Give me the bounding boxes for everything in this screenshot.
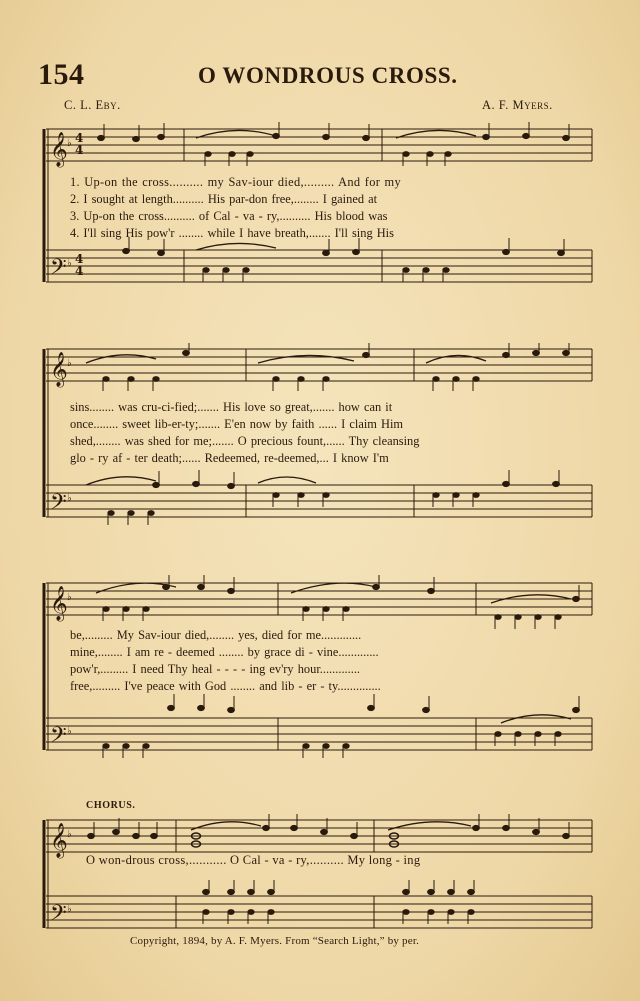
svg-text:𝄞: 𝄞 (50, 586, 68, 621)
chorus-lyric-line: O won-drous cross,........... O Cal - va - ry,.......... My long - ing (86, 853, 421, 867)
verse-line: 3. Up-on the cross.......... of Cal - va - ry,.......... His blood was (70, 209, 388, 223)
verse-line: 4. I'll sing His pow'r ........ while I have breath,....... I'll sing His (70, 226, 394, 240)
svg-text:𝄢: 𝄢 (50, 901, 67, 930)
music-system-1 (36, 118, 596, 308)
verse-line: mine,........ I am re - deemed ........ by grace di - vine............. (70, 645, 379, 659)
svg-text:𝄢: 𝄢 (50, 255, 67, 285)
svg-text:4: 4 (75, 143, 84, 157)
lyrics-system-3 (70, 627, 616, 695)
svg-text:𝄞: 𝄞 (50, 823, 68, 858)
verse-line: 2. I sought at length.......... His par-don free,........ I gained at (70, 192, 378, 206)
page-number: 154 (38, 58, 85, 91)
svg-text:♭: ♭ (67, 904, 72, 915)
verse-line: free,......... I've peace with God ........ and lib - er - ty.............. (70, 679, 381, 693)
svg-text:4: 4 (75, 264, 84, 278)
svg-text:♭: ♭ (67, 258, 72, 269)
music-system-3 (36, 573, 596, 773)
svg-text:♭: ♭ (67, 138, 72, 149)
music-system-2 (36, 343, 596, 533)
lyrics-system-1 (70, 174, 616, 242)
svg-text:♭: ♭ (67, 726, 72, 737)
lyricist-credit: C. L. Eby. (64, 98, 121, 112)
verse-line: shed,........ was shed for me;....... O precious fount,...... Thy cleansing (70, 434, 420, 448)
verse-line: sins........ was cru-ci-fied;....... His love so great,....... how can it (70, 400, 393, 414)
verse-line: be,......... My Sav-iour died,........ yes, died for me............. (70, 628, 362, 642)
svg-text:4: 4 (75, 131, 84, 145)
svg-text:𝄞: 𝄞 (50, 132, 68, 167)
svg-text:𝄢: 𝄢 (50, 490, 67, 520)
chorus-system (36, 810, 596, 930)
svg-text:𝄞: 𝄞 (50, 352, 68, 387)
composer-credit: A. F. Myers. (482, 98, 553, 112)
staff-group-chorus (36, 810, 596, 930)
copyright-footer: Copyright, 1894, by A. F. Myers. From “Search Light,” by per. (130, 935, 420, 947)
svg-text:♭: ♭ (67, 493, 72, 504)
verse-line: once........ sweet lib-er-ty;....... E'en now by faith ...... I claim Him (70, 417, 404, 431)
lyrics-system-2 (70, 399, 616, 467)
verse-line: glo - ry af - ter death;...... Redeemed, re-deemed,... I know I'm (70, 451, 389, 465)
verse-line: 1. Up-on the cross.......... my Sav-iour died,......... And for my (70, 175, 401, 189)
svg-text:4: 4 (75, 252, 84, 266)
svg-text:♭: ♭ (67, 829, 72, 840)
svg-text:♭: ♭ (67, 592, 72, 603)
svg-text:𝄢: 𝄢 (50, 723, 67, 753)
chorus-label: CHORUS. (86, 800, 136, 811)
hymn-title: O WONDROUS CROSS. (198, 63, 458, 88)
verse-line: pow'r,......... I need Thy heal - - - - ing ev'ry hour............. (70, 662, 361, 676)
svg-text:♭: ♭ (67, 358, 72, 369)
